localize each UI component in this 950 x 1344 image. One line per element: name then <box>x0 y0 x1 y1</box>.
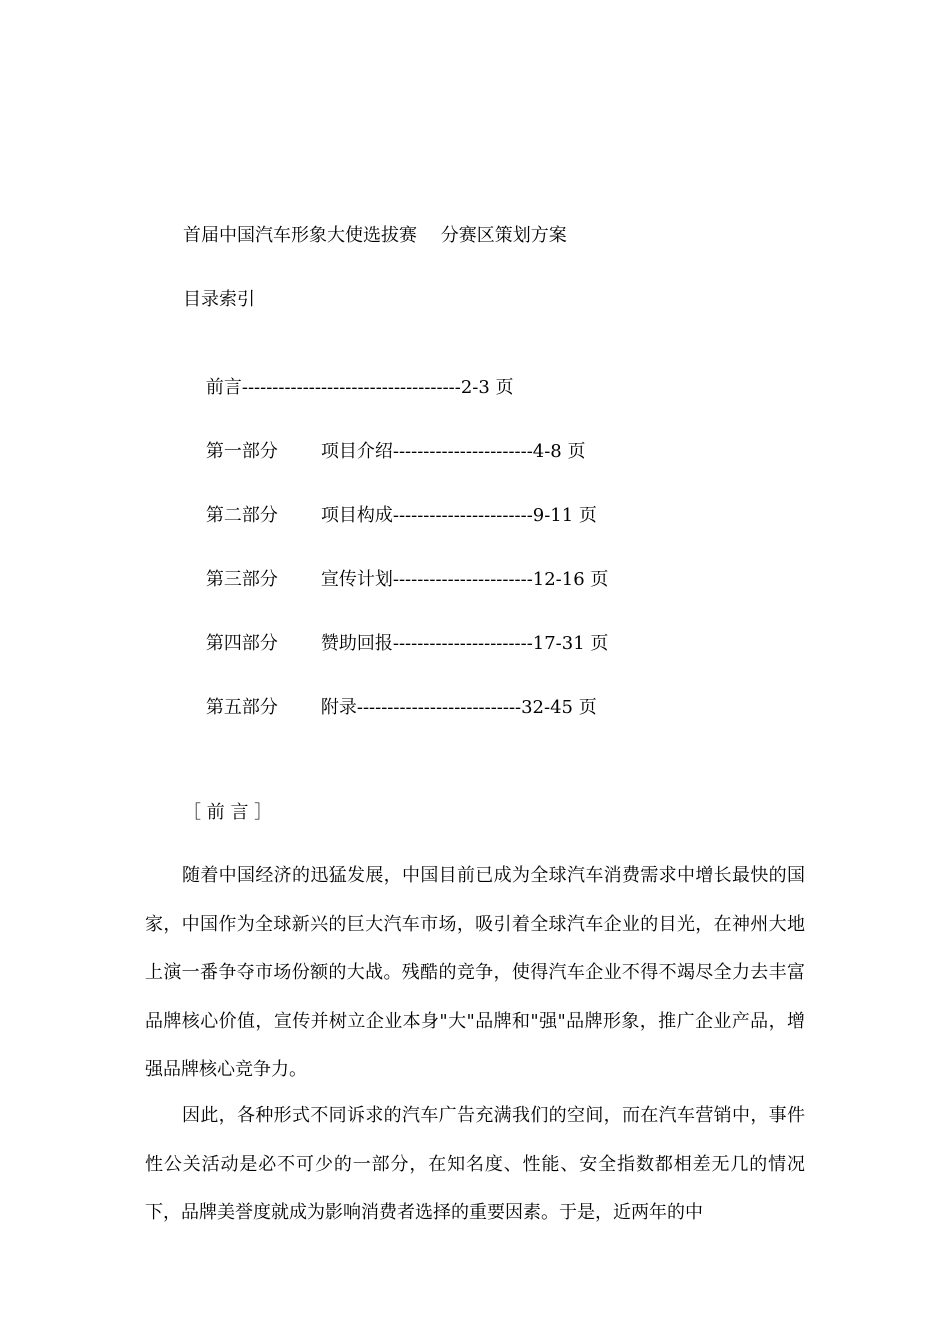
toc-entry-part: 第三部分 <box>205 569 278 590</box>
toc-entry-text: 前言------------------------------------2-3 页 <box>205 377 514 398</box>
document-title: 首届中国汽车形象大使选拔赛 分赛区策划方案 <box>183 225 567 246</box>
preface-paragraph: 随着中国经济的迅猛发展，中国目前已成为全球汽车消费需求中增长最快的国家，中国作为全球新兴的巨大汽车市场，吸引着全球汽车企业的目光，在神州大地上演一番争夺市场份额的大战。残酷的竞争，使得汽车企业不得不竭尽全力去丰富品牌核心价值，宣传并树立企业本身"大"品牌和"强"品牌形象，推广企业产品，增强品牌核心竞争力。 <box>145 865 805 1080</box>
toc-entry-text: 项目构成-----------------------9-11 页 <box>320 505 597 526</box>
toc-entry-part: 第一部分 <box>205 441 278 462</box>
toc-entry-text: 附录---------------------------32-45 页 <box>320 697 597 718</box>
toc-entry-part: 第五部分 <box>205 697 278 718</box>
toc-entry-part-3 <box>183 544 608 616</box>
toc-entry-text: 项目介绍-----------------------4-8 页 <box>320 441 586 462</box>
toc-entry-part-4 <box>183 608 608 680</box>
toc-entry-part: 第四部分 <box>205 633 278 654</box>
toc-entry-part-5 <box>183 672 597 744</box>
toc-entry-text: 宣传计划-----------------------12-16 页 <box>320 569 609 590</box>
toc-entry-part: 第二部分 <box>205 505 278 526</box>
preface-heading: ［ 前 言 ］ <box>183 802 273 823</box>
toc-entry-part-1 <box>183 416 586 488</box>
preface-paragraph: 因此，各种形式不同诉求的汽车广告充满我们的空间，而在汽车营销中，事件性公关活动是必不可少的一部分，在知名度、性能、安全指数都相差无几的情况下，品牌美誉度就成为影响消费者选择的重要因素。于是，近两年的中 <box>145 1105 805 1223</box>
toc-heading: 目录索引 <box>183 289 255 310</box>
toc-entry-part-2 <box>183 480 597 552</box>
toc-entry-preface <box>183 352 514 424</box>
toc-entry-text: 赞助回报-----------------------17-31 页 <box>320 633 609 654</box>
